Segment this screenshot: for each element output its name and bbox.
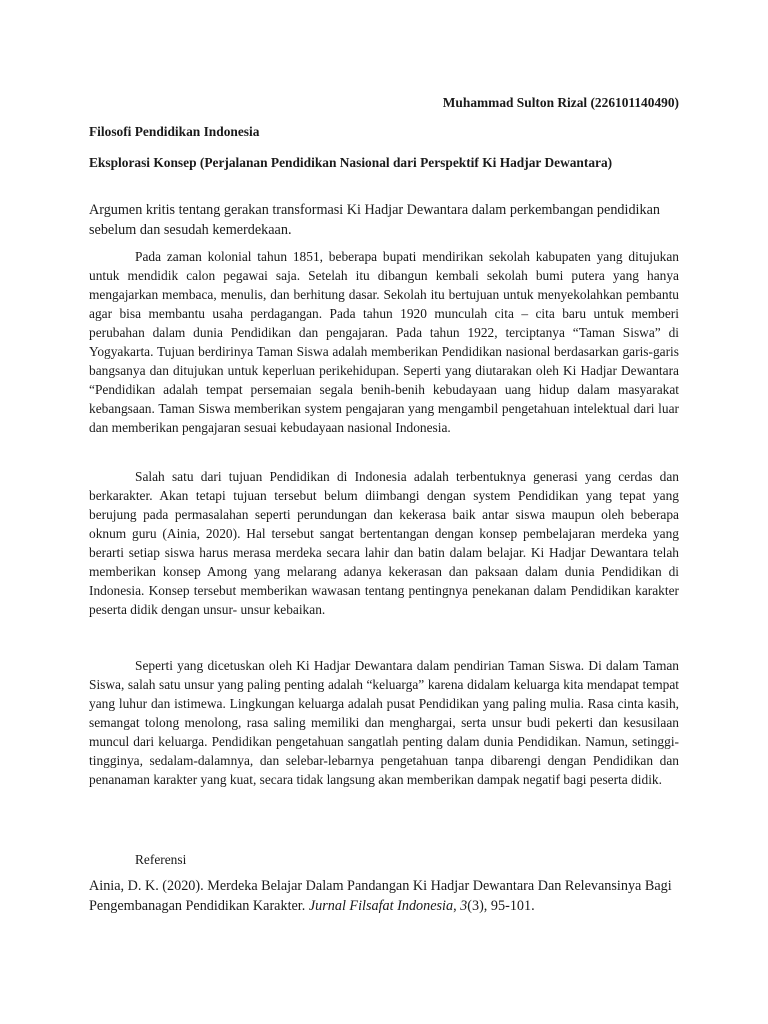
references-heading: Referensi bbox=[135, 852, 187, 867]
reference-issue-pages: (3), 95-101. bbox=[467, 898, 535, 914]
intro-paragraph: Argumen kritis tentang gerakan transformasi Ki Hadjar Dewantara dalam perkembangan pendidikan sebelum dan sesudah kemerdekaan. bbox=[89, 202, 660, 238]
reference-entry bbox=[89, 876, 679, 916]
body-paragraph-3: Seperti yang dicetuskan oleh Ki Hadjar Dewantara dalam pendirian Taman Siswa. Di dalam Taman Siswa, salah satu unsur yang paling penting adalah “keluarga” karena didalam keluarga kita mendapat tempat yang luhur dan istimewa. Lingkungan keluarga adalah pusat Pendidikan yang paling mulia. Rasa cinta kasih, semangat tolong menolong, rasa saling memiliki dan menghargai, serta unsur budi pekerti dan kesusilaan muncul dari keluarga. Pendidikan pengetahuan sangatlah penting dalam dunia Pendidikan. Namun, setinggi-tingginya, sedalam-dalamnya, dan selebar-lebarnya pengetahuan tanpa dibarengi dengan Pendidikan dan penanaman karakter yang kuat, secara tidak langsung akan memberikan dampak negatif bagi peserta didik. bbox=[89, 658, 679, 787]
course-title: Filosofi Pendidikan Indonesia bbox=[89, 124, 260, 139]
essay-heading: Eksplorasi Konsep (Perjalanan Pendidikan Nasional dari Perspektif Ki Hadjar Dewantara) bbox=[89, 155, 613, 170]
author-line: Muhammad Sulton Rizal (226101140490) bbox=[442, 95, 679, 110]
body-paragraph-2: Salah satu dari tujuan Pendidikan di Indonesia adalah terbentuknya generasi yang cerdas dan berkarakter. Akan tetapi tujuan tersebut belum diimbangi dengan system Pendidikan yang tepat yang berujung pada permasalahan seperti perundungan dan kekerasa baik antar siswa maupun oleh beberapa oknum guru (Ainia, 2020). Hal tersebut sangat bertentangan dengan konsep pembelajaran merdeka yang berarti setiap siswa harus merasa merdeka secara lahir dan batin dalam belajar. Ki Hadjar Dewantara telah memberikan konsep Among yang melarang adanya kekerasan dan paksaan dalam dunia Pendidikan di Indonesia. Konsep tersebut memberikan wawasan tentang pentingnya penekanan dalam Pendidikan karakter peserta didik dengan unsur- unsur kebaikan. bbox=[89, 469, 679, 617]
reference-text: Ainia, D. K. (2020). Merdeka Belajar Dalam Pandangan Ki Hadjar Dewantara Dan Relevansinya Bagi Pengembanagan Pendidikan Karakter. bbox=[89, 878, 672, 914]
reference-volume: 3 bbox=[460, 898, 468, 914]
body-paragraph-1: Pada zaman kolonial tahun 1851, beberapa bupati mendirikan sekolah kabupaten yang ditujukan untuk mendidik calon pegawai saja. Setelah itu dibangun kembali sekolah bumi putera yang hanya mengajarkan membaca, menulis, dan berhitung dasar. Sekolah itu bertujuan untuk menyekolahkan pembantu agar bisa membantu usaha perdagangan. Pada tahun 1920 munculah cita – cita baru untuk memberi perubahan dalam dunia Pendidikan dan pengajaran. Pada tahun 1922, terciptanya “Taman Siswa” di Yogyakarta. Tujuan berdirinya Taman Siswa adalah memberikan Pendidikan nasional berdasarkan garis-garis bangsanya dan ditujukan untuk keperluan perikehidupan. Seperti yang diutarakan oleh Ki Hadjar Dewantara “Pendidikan adalah tempat persemaian segala benih-benih kebudayaan uang hidup dalam masyarakat kebangsaan. Taman Siswa memberikan system pengajaran yang mengambil pengetahuan intelektual dari luar dan memberikan pengajaran sesuai kebudayaan nasional Indonesia. bbox=[89, 249, 679, 435]
reference-sep: , bbox=[453, 898, 461, 914]
reference-journal: Jurnal Filsafat Indonesia bbox=[308, 898, 454, 914]
